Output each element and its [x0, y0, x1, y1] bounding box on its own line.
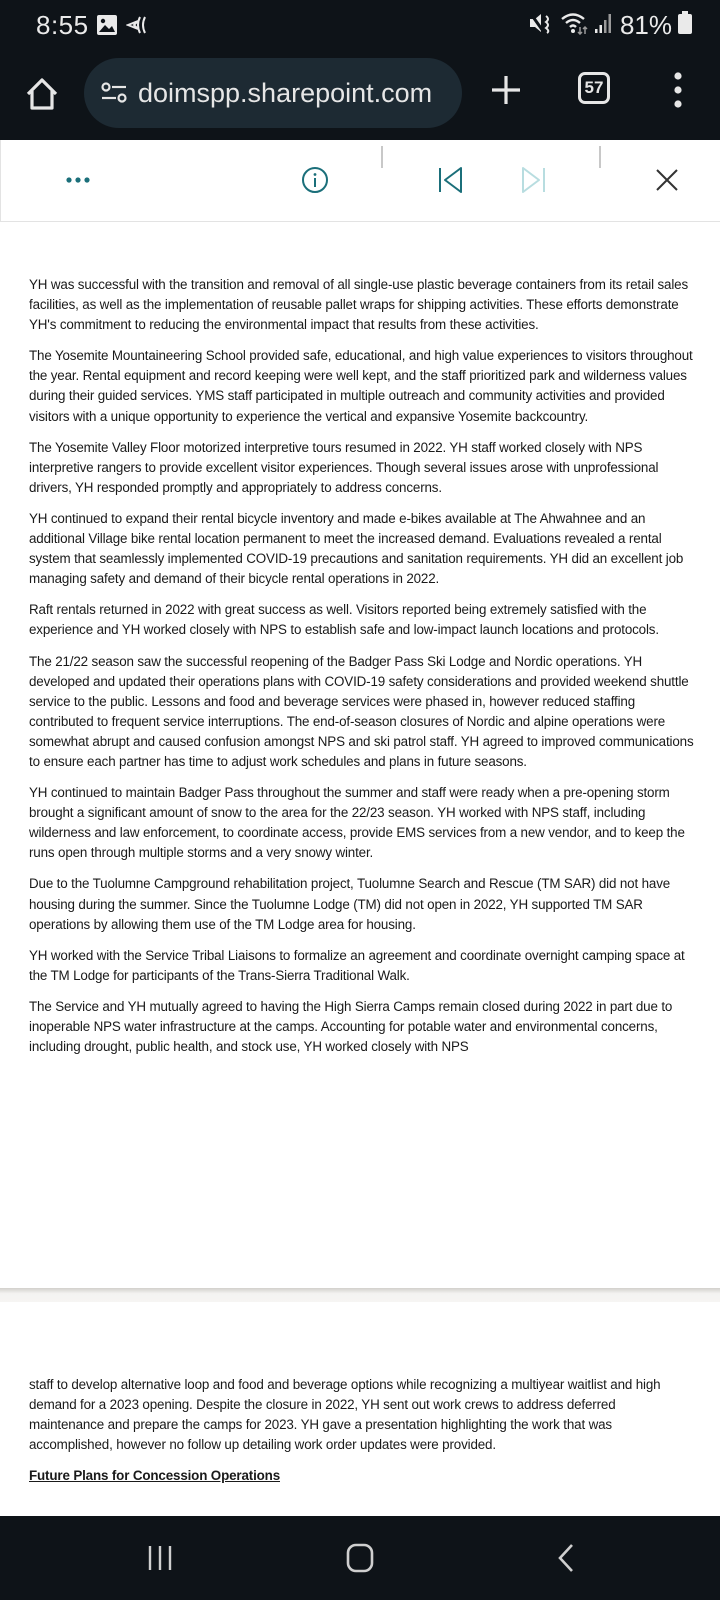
signal-app-icon — [126, 14, 152, 41]
tab-count: 57 — [584, 78, 604, 97]
document-page-1 — [29, 275, 694, 1068]
recent-apps-icon[interactable] — [140, 1538, 180, 1578]
url-text[interactable]: doimspp.sharepoint.com — [138, 77, 433, 108]
paragraph: YH continued to maintain Badger Pass throughout the summer and staff were ready when a pre-opening storm brought a significant amount of snow to the area for the 22/23 season. YH worked with NPS staff, including wilderness and law enforcement, to coordinate access, provide EMS services from a new vendor, and to keep the runs open through multiple storms and a very snowy winter. — [29, 785, 685, 861]
page-break — [0, 1288, 720, 1302]
status-system-icons — [528, 10, 692, 41]
system-nav-bar — [0, 1516, 720, 1600]
tabs-icon[interactable] — [578, 72, 610, 104]
more-horizontal-icon[interactable] — [59, 162, 99, 198]
mute-icon — [528, 11, 554, 40]
toolbar-separator — [381, 146, 383, 168]
paragraph: YH was successful with the transition and removal of all single-use plastic beverage containers from its retail sales facilities, as well as the implementation of reusable pallet wraps for shipping activities. These efforts demonstrate YH's commitment to reducing the environmental impact that results from these activities. — [29, 277, 688, 333]
cell-signal-icon — [594, 11, 614, 40]
site-settings-icon[interactable] — [100, 81, 128, 105]
close-icon[interactable] — [649, 162, 685, 198]
info-icon[interactable] — [297, 162, 333, 198]
battery-percent: 81% — [619, 10, 672, 40]
toolbar-separator — [599, 146, 601, 168]
battery-icon — [678, 11, 692, 40]
url-bar[interactable] — [84, 58, 462, 128]
document-viewer-toolbar — [0, 140, 720, 222]
paragraph: Due to the Tuolumne Campground rehabilitation project, Tuolumne Search and Rescue (TM SAR) did not have housing during the summer. Since the Tuolumne Lodge (TM) did not open in 2022, YH supported TM SAR operations by allowing them use of the TM Lodge area for housing. — [29, 876, 671, 932]
paragraph: YH worked with the Service Tribal Liaisons to formalize an agreement and coordinate overnight camping space at the TM Lodge for participants of the Trans-Sierra Traditional Walk. — [29, 947, 685, 983]
document-viewport[interactable] — [0, 222, 720, 1516]
paragraph: The Service and YH mutually agreed to having the High Sierra Camps remain closed during 2022 in part due to inoperable NPS water infrastructure at the camps. Accounting for potable water and environmental concerns, including drought, public health, and stock use, YH worked closely with NPS — [29, 998, 673, 1055]
section-heading: Future Plans for Concession Operations — [29, 1468, 280, 1484]
skip-next-icon[interactable] — [515, 162, 551, 198]
paragraph: The Yosemite Valley Floor motorized interpretive tours resumed in 2022. YH staff worked closely with NPS interpretive rangers to provide excellent visitor experiences. Though several issues arose with unprofessional drivers, YH responded promptly and appropriately to address concerns. — [29, 439, 659, 495]
paragraph: Raft rentals returned in 2022 with great success as well. Visitors reported being extremely satisfied with the experience and YH worked closely with NPS to establish safe and low-impact launch locations and protocols. — [29, 602, 659, 638]
paragraph: staff to develop alternative loop and food and beverage options while recognizing a multiyear waitlist and high demand for a 2023 opening. Despite the closure in 2022, YH sent out work crews to address deferred maintenance and prepare the camps for 2023. YH gave a presentation highlighting the work that was accomplished, however no follow up detailing work order updates were provided. — [29, 1377, 661, 1453]
back-icon[interactable] — [546, 1538, 586, 1578]
paragraph: The 21/22 season saw the successful reopening of the Badger Pass Ski Lodge and Nordic operations. YH developed and updated their operations plans with COVID-19 safety considerations and provided weekend shuttle service to the public. Lessons and food and beverage services were phased in, however reduced staffing contributed to frequent service interruptions. The end-of-season closures of Nordic and alpine operations were somewhat abrupt and caused confusion amongst NPS and ski patrol staff. YH agreed to improved communications to ensure each partner has time to adjust work schedules and plans in future seasons. — [29, 653, 694, 769]
status-notifications — [96, 14, 152, 41]
status-time: 8:55 — [36, 10, 89, 40]
skip-previous-icon[interactable] — [433, 162, 469, 198]
home-icon[interactable] — [22, 74, 62, 114]
browser-toolbar — [0, 52, 720, 140]
wifi-icon — [560, 11, 588, 40]
plus-icon[interactable] — [488, 72, 524, 108]
status-bar — [0, 0, 720, 52]
gallery-icon — [96, 14, 118, 41]
more-vert-icon[interactable] — [668, 70, 688, 110]
document-page-2 — [29, 1375, 694, 1497]
paragraph: YH continued to expand their rental bicycle inventory and made e-bikes available at The Ahwahnee and an additional Village bike rental location permanent to meet the increased demand. Evaluations revealed a rental system that seamlessly implemented COVID-19 precautions and sanitation requirements. YH did an excellent job managing safety and demand of their bicycle rental operations in 2022. — [29, 510, 684, 587]
paragraph: The Yosemite Mountaineering School provided safe, educational, and high value experiences to visitors throughout the year. Rental equipment and record keeping were well kept, and the staff prioritized park and wilderness values during their guided services. YMS staff participated in multiple outreach and community activities and provided visitors with a unique opportunity to experience the vertical and expansive Yosemite backcountry. — [29, 348, 693, 424]
home-icon[interactable] — [340, 1538, 380, 1578]
